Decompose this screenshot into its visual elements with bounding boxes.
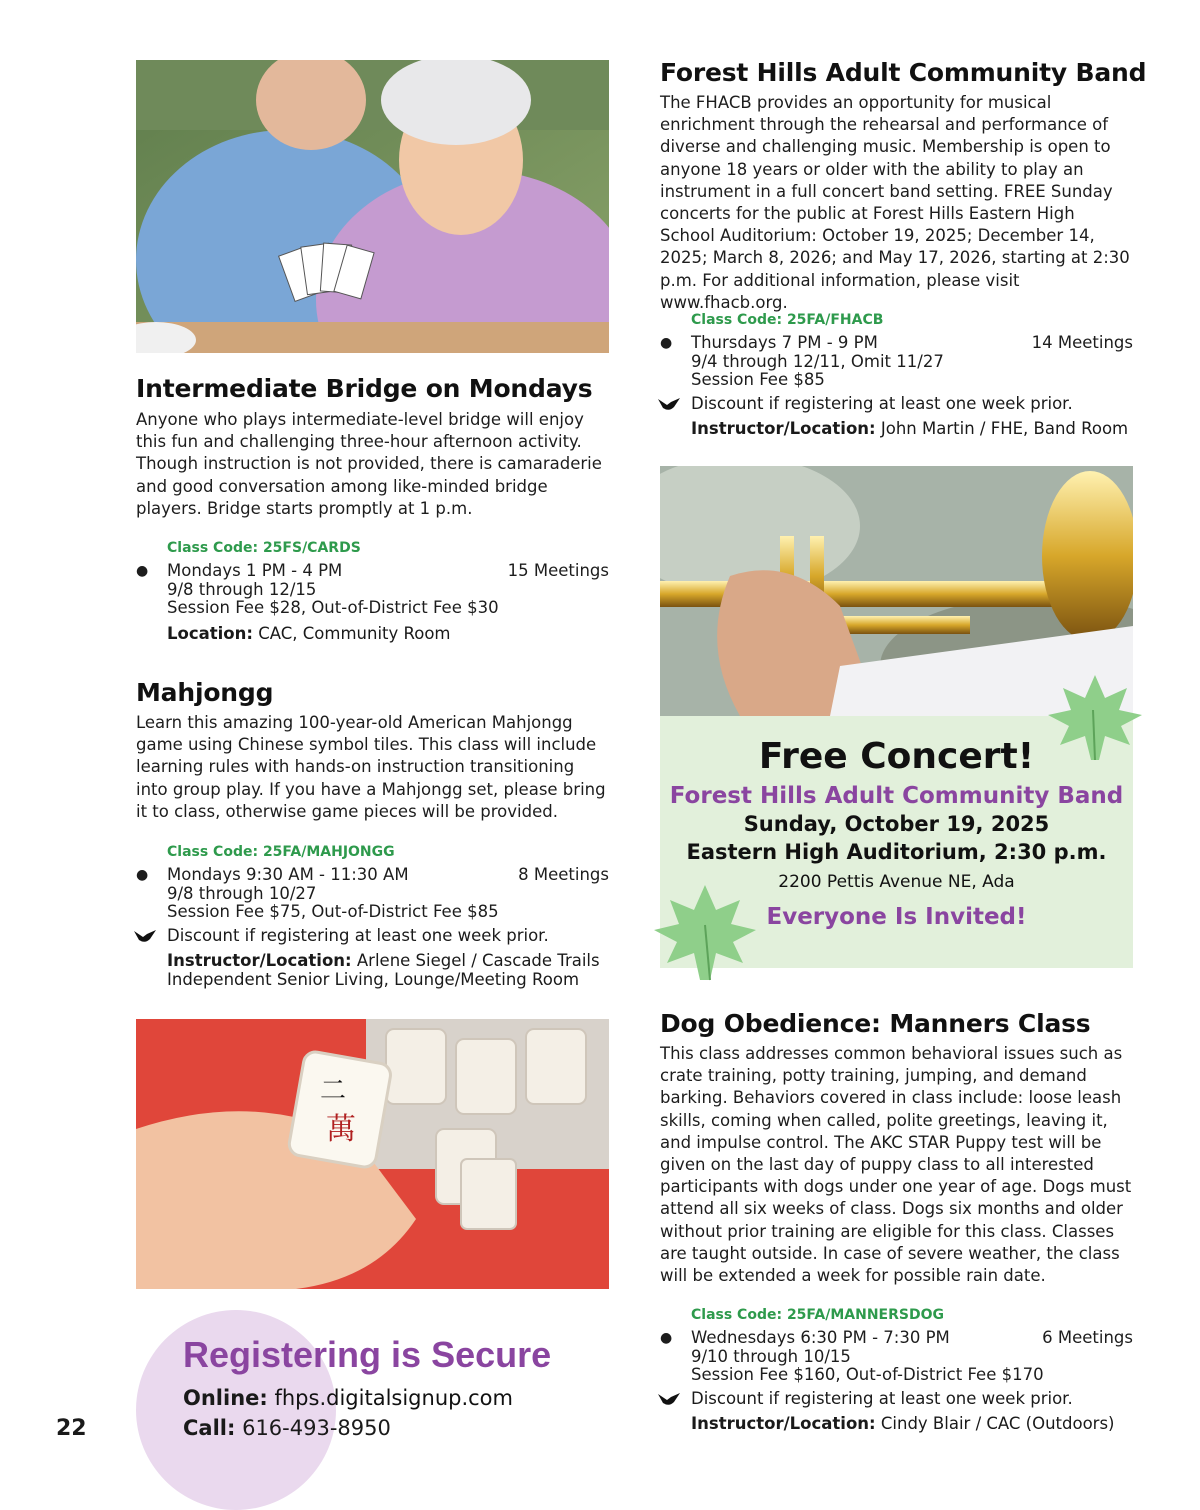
bird-icon — [657, 396, 681, 412]
class-code: Class Code: 25FA/FHACB — [691, 312, 884, 328]
instructor-value: Arlene Siegel / Cascade Trails Independent Senior Living, Lounge/Meeting Room — [167, 950, 600, 989]
page-number: 22 — [56, 1416, 87, 1441]
instructor-value: Cindy Blair / CAC (Outdoors) — [880, 1413, 1115, 1433]
mahjongg-description: Learn this amazing 100-year-old American Mahjongg game using Chinese symbol tiles. This class will include learning rules with hands-on instruction transitioning into group play. If you have a Mahjongg set, please bring it to class, otherwise game pieces will be provided. — [136, 713, 606, 821]
concert-headline: Free Concert! — [758, 736, 1035, 777]
meetings-count: 14 Meetings — [1031, 333, 1133, 352]
class-code: Class Code: 25FS/CARDS — [167, 540, 361, 556]
maple-leaf-icon — [650, 880, 760, 985]
date-range: 9/10 through 10/15 — [691, 1346, 851, 1366]
band-class-info — [660, 312, 1133, 438]
svg-text:萬: 萬 — [326, 1112, 356, 1147]
discount-text: Discount if registering at least one week prior. — [691, 1388, 1073, 1408]
bullet-icon: ● — [660, 335, 673, 351]
schedule: Mondays 9:30 AM - 11:30 AM — [167, 865, 409, 884]
instructor-label: Instructor/Location: — [167, 950, 352, 970]
session-fee: Session Fee $75, Out-of-District Fee $85 — [167, 902, 499, 921]
instructor-location — [691, 419, 1133, 438]
dog-description: This class addresses common behavioral issues such as crate training, potty training, jumping, and demand barking. Behaviors covered in class include: loose leash skills, coming when called, polite greetings, leaving it, and impulse control. The AKC STAR Puppy test will be given on the last day of puppy class to all interested participants with dogs under one year of age. Dogs must attend all six weeks of class. Dogs six months and older without prior training are eligible for this class. Classes are taught outside. In case of severe weather, the class will be extended a week for possible rain date. — [660, 1044, 1132, 1286]
schedule: Wednesdays 6:30 PM - 7:30 PM — [691, 1328, 950, 1347]
location-label: Location: — [167, 623, 253, 643]
call-label: Call: — [183, 1416, 236, 1440]
instructor-label: Instructor/Location: — [691, 418, 876, 438]
bridge-photo — [136, 60, 609, 353]
class-code: Class Code: 25FA/MAHJONGG — [167, 844, 395, 860]
location — [167, 624, 609, 643]
discount-note — [691, 394, 1133, 413]
bridge-class-info — [136, 540, 609, 643]
register-block — [183, 1334, 551, 1440]
online-label: Online: — [183, 1386, 268, 1410]
bird-icon — [657, 1391, 681, 1407]
meetings-count: 15 Meetings — [507, 561, 609, 580]
bird-icon — [133, 928, 157, 944]
concert-invite: Everyone Is Invited! — [766, 904, 1027, 930]
schedule: Thursdays 7 PM - 9 PM — [691, 333, 878, 352]
band-description: The FHACB provides an opportunity for musical enrichment through the rehearsal and performance of diverse and challenging music. Membership is open to anyone 18 years or older with the ability to play an instrument in a full concert band setting. FREE Sunday concerts for the public at Forest Hills Eastern High School Auditorium: October 19, 2025; December 14, 2025; March 8, 2026; and May 17, 2026, starting at 2:30 p.m. For additional information, please visit www.fhacb.org. — [660, 93, 1130, 312]
concert-address: 2200 Pettis Avenue NE, Ada — [778, 872, 1015, 892]
phone-number[interactable]: 616-493-8950 — [242, 1416, 391, 1440]
maple-leaf-icon — [1045, 670, 1145, 765]
concert-venue: Eastern High Auditorium, 2:30 p.m. — [686, 840, 1107, 864]
online-link[interactable]: fhps.digitalsignup.com — [274, 1386, 513, 1410]
bullet-icon: ● — [136, 563, 149, 579]
instructor-value: John Martin / FHE, Band Room — [880, 418, 1129, 438]
session-fee: Session Fee $28, Out-of-District Fee $30 — [167, 598, 499, 617]
instructor-location — [167, 951, 609, 989]
mahjong-photo — [136, 1019, 609, 1289]
register-call — [183, 1416, 551, 1440]
mahjongg-class-info — [136, 844, 609, 989]
meetings-count: 8 Meetings — [518, 865, 609, 884]
location-value: CAC, Community Room — [258, 623, 451, 643]
dog-class-info — [660, 1307, 1133, 1433]
bridge-description: Anyone who plays intermediate-level bridge will enjoy this fun and challenging three-hour afternoon activity. Though instruction is not provided, there is camaraderie and good conversation among like-minded bridge players. Bridge starts promptly at 1 p.m. — [136, 410, 602, 518]
bridge-title: Intermediate Bridge on Mondays — [136, 374, 593, 403]
schedule: Mondays 1 PM - 4 PM — [167, 561, 343, 580]
concert-date: Sunday, October 19, 2025 — [743, 812, 1050, 836]
class-code: Class Code: 25FA/MANNERSDOG — [691, 1307, 944, 1323]
session-fee: Session Fee $160, Out-of-District Fee $170 — [691, 1365, 1044, 1384]
date-range: 9/8 through 12/15 — [167, 579, 317, 599]
register-heading: Registering is Secure — [183, 1334, 552, 1375]
mahjongg-title: Mahjongg — [136, 678, 274, 707]
register-online — [183, 1386, 551, 1410]
concert-band-name: Forest Hills Adult Community Band — [669, 783, 1124, 809]
date-range: 9/4 through 12/11, Omit 11/27 — [691, 351, 944, 371]
bullet-icon: ● — [136, 867, 149, 883]
discount-text: Discount if registering at least one week prior. — [167, 925, 549, 945]
discount-note — [167, 926, 609, 945]
discount-text: Discount if registering at least one week prior. — [691, 393, 1073, 413]
session-fee: Session Fee $85 — [691, 370, 825, 389]
bullet-icon: ● — [660, 1330, 673, 1346]
discount-note — [691, 1389, 1133, 1408]
svg-text:二: 二 — [319, 1076, 347, 1106]
instructor-label: Instructor/Location: — [691, 1413, 876, 1433]
date-range: 9/8 through 10/27 — [167, 883, 317, 903]
dog-title: Dog Obedience: Manners Class — [660, 1009, 1091, 1038]
band-title: Forest Hills Adult Community Band — [660, 58, 1147, 87]
instructor-location — [691, 1414, 1133, 1433]
meetings-count: 6 Meetings — [1042, 1328, 1133, 1347]
